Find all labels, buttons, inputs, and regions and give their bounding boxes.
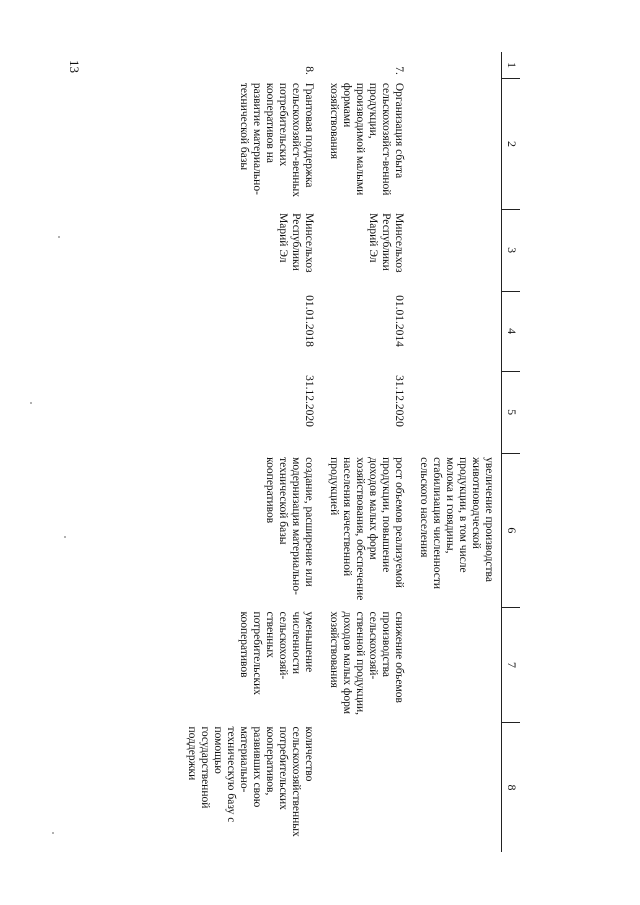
measure-cell: Организация сбыта сельскохозяйст-венной продукции, производимой малыми формами хозяйствования [328, 82, 405, 196]
measure-cell [411, 79, 502, 209]
end-date-cell: 31.12.2020 [303, 375, 315, 427]
col-header-2: 2 [502, 79, 521, 209]
rotated-table-block [110, 52, 520, 852]
scan-speck [64, 536, 66, 538]
scan-speck [30, 402, 32, 404]
col-header-3: 3 [502, 209, 521, 291]
page-number: 13 [67, 60, 82, 73]
col-header-6: 6 [502, 453, 521, 607]
end-date-cell: 31.12.2020 [393, 375, 405, 427]
scan-speck [52, 832, 54, 834]
executor-cell: Минсельхоз Республики Марий Эл [367, 213, 405, 273]
result-cell: увеличение производства животноводческой продукции, в том числе молока и говядины, стабилизация численности сельского населения [418, 457, 495, 590]
row-number: 8. [303, 66, 315, 75]
col-header-4: 4 [502, 291, 521, 371]
start-date-cell [411, 291, 502, 371]
start-date-cell: 01.01.2014 [393, 295, 405, 347]
executor-cell [411, 209, 502, 291]
header-row [502, 52, 521, 852]
risk-cell: уменьшение численности сельскохозяй-ственных потребительских кооперативов [238, 611, 315, 695]
indicator-cell [411, 722, 502, 852]
indicator-cell [321, 722, 411, 852]
table-row [179, 52, 321, 852]
executor-cell: Минсельхоз Республики Марий Эл [277, 213, 315, 273]
col-header-8: 8 [502, 722, 521, 852]
indicator-cell: количество сельскохозяйственных потребительских кооперативов, развивших свою материально-техническую базу с помощью государственной поддержки [186, 726, 315, 837]
risk-cell [411, 608, 502, 723]
risk-cell: снижение объемов производства сельскохозяй-ственной продукции, доходов малых форм хозяйствования [328, 611, 405, 716]
scan-speck [58, 236, 60, 238]
table-row [321, 52, 411, 852]
measure-cell: Грантовая поддержка сельскохозяйст-венных потребительских кооперативов на развитие материально-технической базы [238, 82, 315, 197]
row-number: 7. [393, 66, 405, 75]
col-header-7: 7 [502, 608, 521, 723]
col-header-5: 5 [502, 371, 521, 453]
table-row [411, 52, 502, 852]
row-number [411, 52, 502, 79]
start-date-cell: 01.01.2018 [303, 295, 315, 347]
end-date-cell [411, 371, 502, 453]
result-cell: создание, расширение или модернизация материально-технической базы кооперативов [264, 457, 315, 595]
result-cell: рост объемов реализуемой продукции, повышение доходов малых форм хозяйствования, обеспечение населения качественной продукцией [328, 457, 405, 601]
program-table [179, 52, 520, 852]
col-header-1: 1 [502, 52, 521, 79]
